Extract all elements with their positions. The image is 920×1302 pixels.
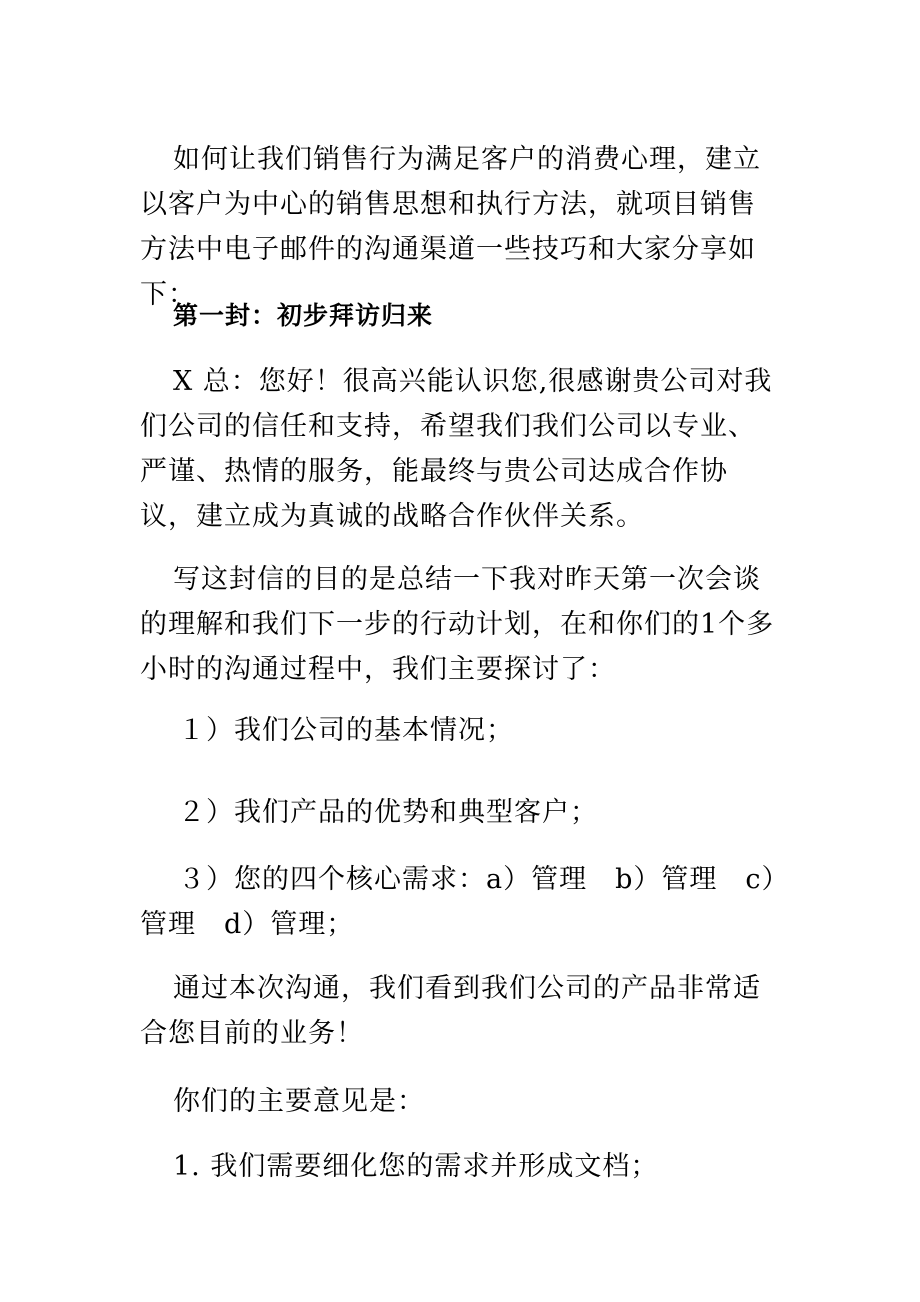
discussion-item-3: ３）您的四个核心需求：a）管理 b）管理 c）管理 d）管理；	[140, 864, 777, 940]
greeting-paragraph: X 总：您好！很高兴能认识您,很感谢贵公司对我们公司的信任和支持，希望我们我们公司以专业、严谨、热情的服务，能最终与贵公司达成合作协议，建立成为真诚的战略合作伙伴关系。	[140, 366, 773, 532]
conclusion-paragraph: 通过本次沟通，我们看到我们公司的产品非常适合您目前的业务！	[140, 973, 761, 1049]
discussion-item-2: ２）我们产品的优势和典型客户；	[178, 797, 598, 828]
intro-paragraph: 如何让我们销售行为满足客户的消费心理，建立以客户为中心的销售思想和执行方法，就项目销售方法中电子邮件的沟通渠道一些技巧和大家分享如下：	[140, 144, 761, 310]
opinions-intro: 你们的主要意见是：	[173, 1086, 425, 1117]
discussion-item-1: １）我们公司的基本情况；	[178, 715, 514, 746]
section-heading: 第一封：初步拜访归来	[173, 301, 434, 330]
purpose-paragraph: 写这封信的目的是总结一下我对昨天第一次会谈的理解和我们下一步的行动计划，在和你们的1个多小时的沟通过程中，我们主要探讨了：	[140, 564, 775, 685]
opinion-item-1: 1. 我们需要细化您的需求并形成文档；	[173, 1151, 659, 1182]
